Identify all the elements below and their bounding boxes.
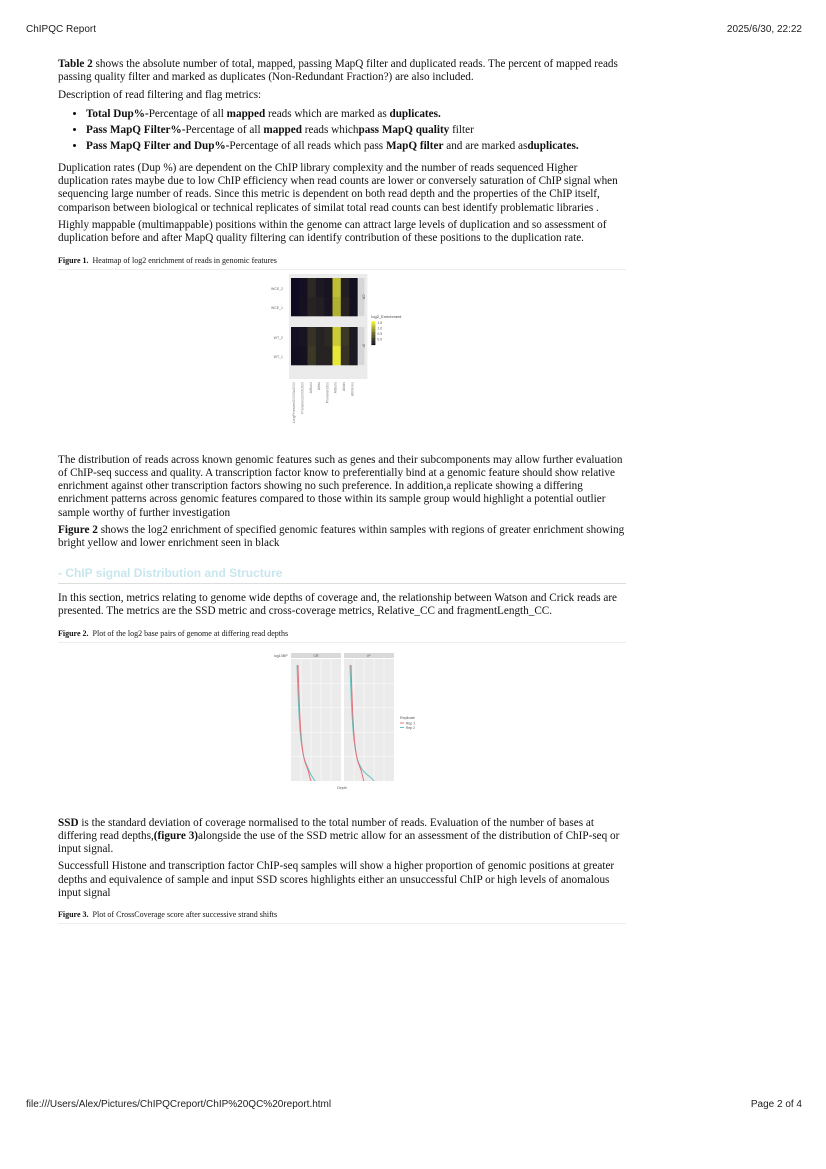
success-paragraph: Successfull Histone and transcription factor ChIP-seq samples will show a higher proportion of genomic positions at greater depths and equivalence of sample and input SSD scores highlights either an unsuccessful ChIP or high levels of anomalous input signal <box>58 860 615 900</box>
intro-paragraph <box>58 58 626 85</box>
heatmap-legend-swatch <box>371 321 375 322</box>
coverage-legend-label: Rep 2 <box>406 725 416 730</box>
heatmap-cell <box>324 327 333 346</box>
section-intro: In this section, metrics relating to genome wide depths of coverage and, the relationship between Watson and Crick reads are presented. The metrics are the SSD metric and cross-coverage metrics, Relative_CC and fragmentLength_CC. <box>58 591 618 618</box>
heatmap-cell <box>308 297 317 316</box>
section-title: - ChIP signal Distribution and Structure <box>58 567 626 584</box>
coverage-chart <box>58 643 626 803</box>
heatmap-legend-swatch <box>371 327 375 328</box>
heatmap-cell <box>349 346 358 365</box>
heatmap-cell <box>308 346 317 365</box>
duplication-paragraph: Duplication rates (Dup %) are dependent on the ChIP library complexity and the number of reads sequenced Higher duplication rates maybe due to low ChIP efficiency when read counts are lower or conversely saturation of ChIP signal when sequencing large number of reads. Since this metric is dependent on both read depth and the properties of the ChIP itself, comparison between biological or technical replicates of similat total read counts can best identify problematic libraries . <box>58 161 618 214</box>
heatmap-cell <box>349 327 358 346</box>
heatmap-legend-swatch <box>371 330 375 331</box>
bullet-bold: pass MapQ quality <box>358 124 450 137</box>
figure-caption-text: Plot of the log2 base pairs of genome at differing read depths <box>92 628 289 638</box>
bullet-text: reads which are marked as <box>265 107 390 120</box>
heatmap-cell <box>299 327 308 346</box>
bullet-bold: MapQ filter <box>385 140 444 153</box>
heatmap-legend-swatch <box>371 334 375 335</box>
heatmap-cell <box>291 278 300 297</box>
intro-line-1: shows the absolute number of total, mapped, passing MapQ filter and duplicated reads. The percent of mapped reads passing quality filter and marked as duplicates (Non-Redundant Fraction?) are also included. <box>58 58 618 84</box>
figure-2-caption <box>58 629 626 643</box>
figure-label: Figure 1. <box>58 255 89 265</box>
heatmap-row-label: WT_2 <box>273 335 283 340</box>
heatmap-facet-label: CR <box>361 294 366 300</box>
heatmap-cell <box>316 327 325 346</box>
coverage-facet-label: IP <box>367 653 371 658</box>
bullet-text: and are marked as <box>443 140 528 153</box>
heatmap-cell <box>299 278 308 297</box>
figure-1-heatmap <box>58 270 626 440</box>
figure-ref: (figure 3) <box>153 829 199 842</box>
heatmap-legend-swatch <box>371 341 375 342</box>
bullet-bold: duplicates. <box>389 107 441 120</box>
heatmap-cell <box>299 297 308 316</box>
figure-caption-text: Heatmap of log2 enrichment of reads in genomic features <box>92 255 277 265</box>
heatmap-legend-swatch <box>371 331 375 332</box>
heatmap-legend-swatch <box>371 329 375 330</box>
heatmap-row-label: WT_1 <box>273 354 283 359</box>
heatmap-legend-swatch <box>371 343 375 344</box>
list-item <box>86 140 626 153</box>
heatmap-cell <box>316 278 325 297</box>
heatmap-cell <box>291 327 300 346</box>
heatmap-cell <box>333 297 342 316</box>
browser-header-datetime: 2025/6/30, 22:22 <box>726 24 802 35</box>
heatmap-feature-label: Alltss <box>317 381 322 390</box>
heatmap-cell <box>341 346 350 365</box>
heatmap-cell <box>299 346 308 365</box>
heatmap-cell <box>316 297 325 316</box>
heatmap-facet-label: IP <box>361 343 366 348</box>
heatmap-feature-label: All3utrs <box>333 381 338 393</box>
bullet-text: reads which <box>301 124 359 137</box>
heatmap-legend-swatch <box>371 336 375 337</box>
figure-caption-text: Plot of CrossCoverage score after successive strand shifts <box>92 910 278 920</box>
heatmap-cell <box>341 278 350 297</box>
bullet-text: Percentage of all <box>148 107 227 120</box>
ssd-text: is the standard deviation of coverage normalised to the total number of reads. Evaluation of the number of bases at differing read depths, <box>58 816 594 842</box>
bullet-text: Percentage of all reads which pass <box>229 140 386 153</box>
bullet-text: Percentage of all <box>185 124 264 137</box>
ssd-paragraph <box>58 817 626 857</box>
intro-description: Description of read filtering and flag metrics: <box>58 88 262 101</box>
bullet-term: Pass MapQ Filter and Dup%- <box>86 140 230 153</box>
bullet-term: Pass MapQ Filter%- <box>86 124 186 137</box>
heatmap-legend-swatch <box>371 337 375 338</box>
heatmap-legend-swatch <box>371 342 375 343</box>
heatmap-cell <box>349 278 358 297</box>
coverage-xlabel: Depth <box>337 785 347 790</box>
table-ref: Table 2 <box>58 58 93 70</box>
heatmap-legend-swatch <box>371 333 375 334</box>
heatmap-feature-label: Promoters500 <box>325 381 330 403</box>
heatmap-legend-swatch <box>371 339 375 340</box>
bullet-bold: duplicates. <box>527 140 579 153</box>
figure-2-coverage-plot <box>58 643 626 803</box>
heatmap-cell <box>341 327 350 346</box>
multimappable-paragraph: Highly mappable (multimappable) positions within the genome can attract large levels of duplication and so assessment of duplication before and after MapQ quality filtering can identify contribution of these positions to the duplication rate. <box>58 218 607 245</box>
heatmap-cell <box>316 346 325 365</box>
figure-label: Figure 3. <box>58 910 89 920</box>
heatmap-cell <box>333 327 342 346</box>
heatmap-legend-swatch <box>371 323 375 324</box>
footer-file-path: file:///Users/Alex/Pictures/ChIPQCreport/ChIP%20QC%20report.html <box>26 1099 332 1110</box>
heatmap-row-label: WCE_1 <box>270 305 283 310</box>
heatmap-cell <box>291 346 300 365</box>
heatmap-cell <box>324 278 333 297</box>
coverage-facet-label: CR <box>313 653 319 658</box>
list-item <box>86 124 626 137</box>
heatmap-legend-swatch <box>371 340 375 341</box>
report-content <box>58 58 626 924</box>
heatmap-cell <box>308 278 317 297</box>
bullet-bold: mapped <box>226 107 266 120</box>
list-item <box>86 108 626 121</box>
heatmap-legend-tick: 1.5 <box>377 320 383 325</box>
bullet-bold: mapped <box>263 124 302 137</box>
heatmap-legend-swatch <box>371 325 375 326</box>
heatmap-cell <box>324 297 333 316</box>
distribution-paragraph: The distribution of reads across known genomic features such as genes and their subcomponents may allow further evaluation of ChIP-seq success and quality. A transcription factor know to preferentially bind at a genomic feature should show relative enrichment against other transcription factors showing no such preference. In addition,a replicate showing a differing enrichment patterns across genomic features compared to those within its sample group would highlight a potential outlier sample worthy of further investigation <box>58 453 623 519</box>
heatmap-legend-tick: 0.0 <box>377 337 383 342</box>
heatmap-feature-label: Promoters2000to500 <box>300 381 305 414</box>
coverage-ylabel: log10BP <box>274 653 288 658</box>
heatmap-legend-swatch <box>371 322 375 323</box>
heatmap-cell <box>333 346 342 365</box>
heatmap-cell <box>291 297 300 316</box>
figure-ref-text: shows the log2 enrichment of specified genomic features within samples with regions of greater enrichment showing bright yellow and lower enrichment seen in black <box>58 524 625 550</box>
coverage-legend-title: Replicate <box>400 715 415 720</box>
heatmap-feature-label: All5utrs <box>308 381 313 393</box>
figure-3-caption <box>58 910 626 924</box>
heatmap-chart <box>58 270 626 440</box>
heatmap-legend-swatch <box>371 324 375 325</box>
heatmap-row-label: WCE_2 <box>270 286 283 291</box>
figure-label: Figure 2. <box>58 628 89 638</box>
heatmap-feature-label: Allintrons <box>350 381 355 396</box>
metrics-list <box>58 108 626 154</box>
heatmap-cell <box>349 297 358 316</box>
heatmap-cell <box>308 327 317 346</box>
heatmap-legend-swatch <box>371 335 375 336</box>
heatmap-legend-title: log2_Enrichment <box>371 313 402 319</box>
heatmap-legend-tick: 0.5 <box>377 331 383 336</box>
heatmap-cell <box>341 297 350 316</box>
browser-header-title: ChIPQC Report <box>26 24 97 35</box>
heatmap-cell <box>333 278 342 297</box>
heatmap-feature-label: LongPromoter20000to2000 <box>292 381 297 423</box>
ssd-text: alongside the use of the SSD metric allow for an assessment of the distribution of ChIP-seq or input signal. <box>58 829 620 856</box>
ssd-term: SSD <box>58 816 79 829</box>
heatmap-legend-swatch <box>371 328 375 329</box>
heatmap-legend-tick: 1.0 <box>377 326 383 331</box>
bullet-text: filter <box>449 124 474 137</box>
heatmap-cell <box>324 346 333 365</box>
footer-page-number: Page 2 of 4 <box>750 1099 802 1110</box>
figure-1-caption <box>58 256 626 270</box>
bullet-term: Total Dup%- <box>86 107 149 120</box>
figure-ref: Figure 2 <box>58 524 98 537</box>
coverage-legend-label: Rep 1 <box>406 720 416 725</box>
figure-2-paragraph <box>58 524 626 551</box>
heatmap-feature-label: Allcds <box>341 381 346 391</box>
